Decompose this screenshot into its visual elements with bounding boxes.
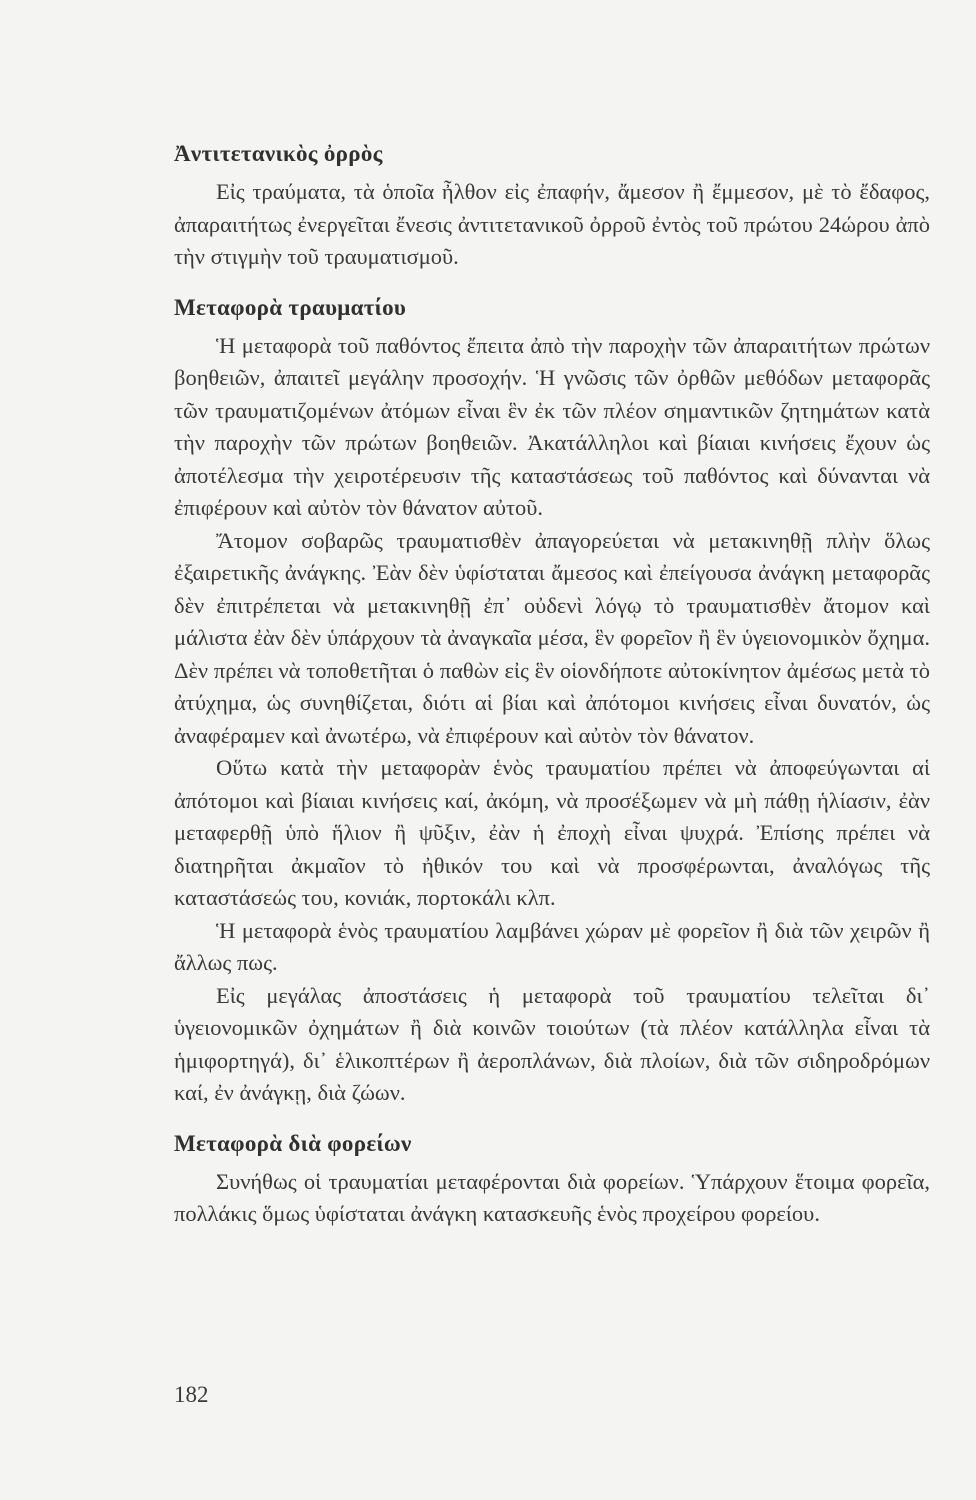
paragraph: Εἰς τραύματα, τὰ ὁποῖα ἦλθον εἰς ἐπαφήν, ἄμεσον ἢ ἔμμεσον, μὲ τὸ ἔδαφος, ἀπαραιτήτως ἐνεργεῖται ἔνεσις ἀντιτετανικοῦ ὀρροῦ ἐντὸς τοῦ πρώτου 24ώρου ἀπὸ τὴν στιγμὴν τοῦ τραυματισμοῦ. xyxy=(174,179,930,269)
section-heading-antitetanic-serum: Ἀντιτετανικὸς ὀρρὸς xyxy=(174,141,383,166)
section-heading-transport-by-stretchers: Μεταφορὰ διὰ φορείων xyxy=(174,1130,412,1156)
page-number: 182 xyxy=(174,1382,209,1407)
paragraph: Οὕτω κατὰ τὴν μεταφορὰν ἑνὸς τραυματίου πρέπει νὰ ἀποφεύγωνται αἱ ἀπότομοι καὶ βίαιαι κινήσεις καί, ἀκόμη, νὰ προσέξωμεν νὰ μὴ πάθῃ ἡλίασιν, ἐὰν μεταφερθῇ ὑπὸ ἥλιον ἢ ψῦξιν, ἐὰν ἡ ἐποχὴ εἶναι ψυχρά. Ἐπίσης πρέπει νὰ διατηρῆται ἀκμαῖον τὸ ἠθικόν του καὶ νὰ προσφέρωνται, ἀναλόγως τῆς καταστάσεώς του, κονιάκ, πορτοκάλι κλπ. xyxy=(174,755,930,910)
paragraph: Ἡ μεταφορὰ τοῦ παθόντος ἔπειτα ἀπὸ τὴν παροχὴν τῶν ἀπαραιτήτων πρώτων βοηθειῶν, ἀπαιτεῖ μεγάλην προσοχήν. Ἡ γνῶσις τῶν ὀρθῶν μεθόδων μεταφορᾶς τῶν τραυματιζομένων ἀτόμων εἶναι ἓν ἐκ τῶν πλέον σημαντικῶν ζητημάτων κατὰ τὴν παροχὴν τῶν πρώτων βοηθειῶν. Ἀκατάλληλοι καὶ βίαιαι κινήσεις ἔχουν ὡς ἀποτέλεσμα τὴν χειροτέρευσιν τῆς καταστάσεως τοῦ παθόντος καὶ δύνανται νὰ ἐπιφέρουν καὶ αὐτὸν τὸν θάνατον αὐτοῦ. xyxy=(174,332,930,520)
section-heading-transport-of-injured: Μεταφορὰ τραυματίου xyxy=(174,294,407,320)
page-content xyxy=(174,138,930,1231)
paragraph: Συνήθως οἱ τραυματίαι μεταφέρονται διὰ φορείων. Ὑπάρχουν ἕτοιμα φορεῖα, πολλάκις ὅμως ὑφίσταται ἀνάγκη κατασκευῆς ἑνὸς προχείρου φορείου. xyxy=(174,1168,930,1226)
paragraph: Ἡ μεταφορὰ ἑνὸς τραυματίου λαμβάνει χώραν μὲ φορεῖον ἢ διὰ τῶν χειρῶν ἢ ἄλλως πως. xyxy=(174,917,930,975)
paragraph: Εἰς μεγάλας ἀποστάσεις ἡ μεταφορὰ τοῦ τραυματίου τελεῖται δι᾽ ὑγειονομικῶν ὀχημάτων ἢ διὰ κοινῶν τοιούτων (τὰ πλέον κατάλληλα εἶναι τὰ ἡμιφορτηγά), δι᾽ ἑλικοπτέρων ἢ ἀεροπλάνων, διὰ πλοίων, διὰ τῶν σιδηροδρόμων καί, ἐν ἀνάγκῃ, διὰ ζώων. xyxy=(174,982,930,1105)
paragraph: Ἄτομον σοβαρῶς τραυματισθὲν ἀπαγορεύεται νὰ μετακινηθῇ πλὴν ὅλως ἐξαιρετικῆς ἀνάγκης. Ἐὰν δὲν ὑφίσταται ἄμεσος καὶ ἐπείγουσα ἀνάγκη μεταφορᾶς δὲν ἐπιτρέπεται νὰ μετακινηθῇ ἐπ᾽ οὐδενὶ λόγῳ τὸ τραυματισθὲν ἄτομον καὶ μάλιστα ἐὰν δὲν ὑπάρχουν τὰ ἀναγκαῖα μέσα, ἓν φορεῖον ἢ ἓν ὑγειονομικὸν ὄχημα. Δὲν πρέπει νὰ τοποθετῆται ὁ παθὼν εἰς ἓν οἱονδήποτε αὐτοκίνητον ἀμέσως μετὰ τὸ ἀτύχημα, ὡς συνηθίζεται, διότι αἱ βίαι καὶ ἀπότομοι κινήσεις εἶναι δυνατόν, ὡς ἀναφέραμεν καὶ ἀνωτέρω, νὰ ἐπιφέρουν καὶ αὐτὸν τὸν θάνατον. xyxy=(174,527,930,748)
